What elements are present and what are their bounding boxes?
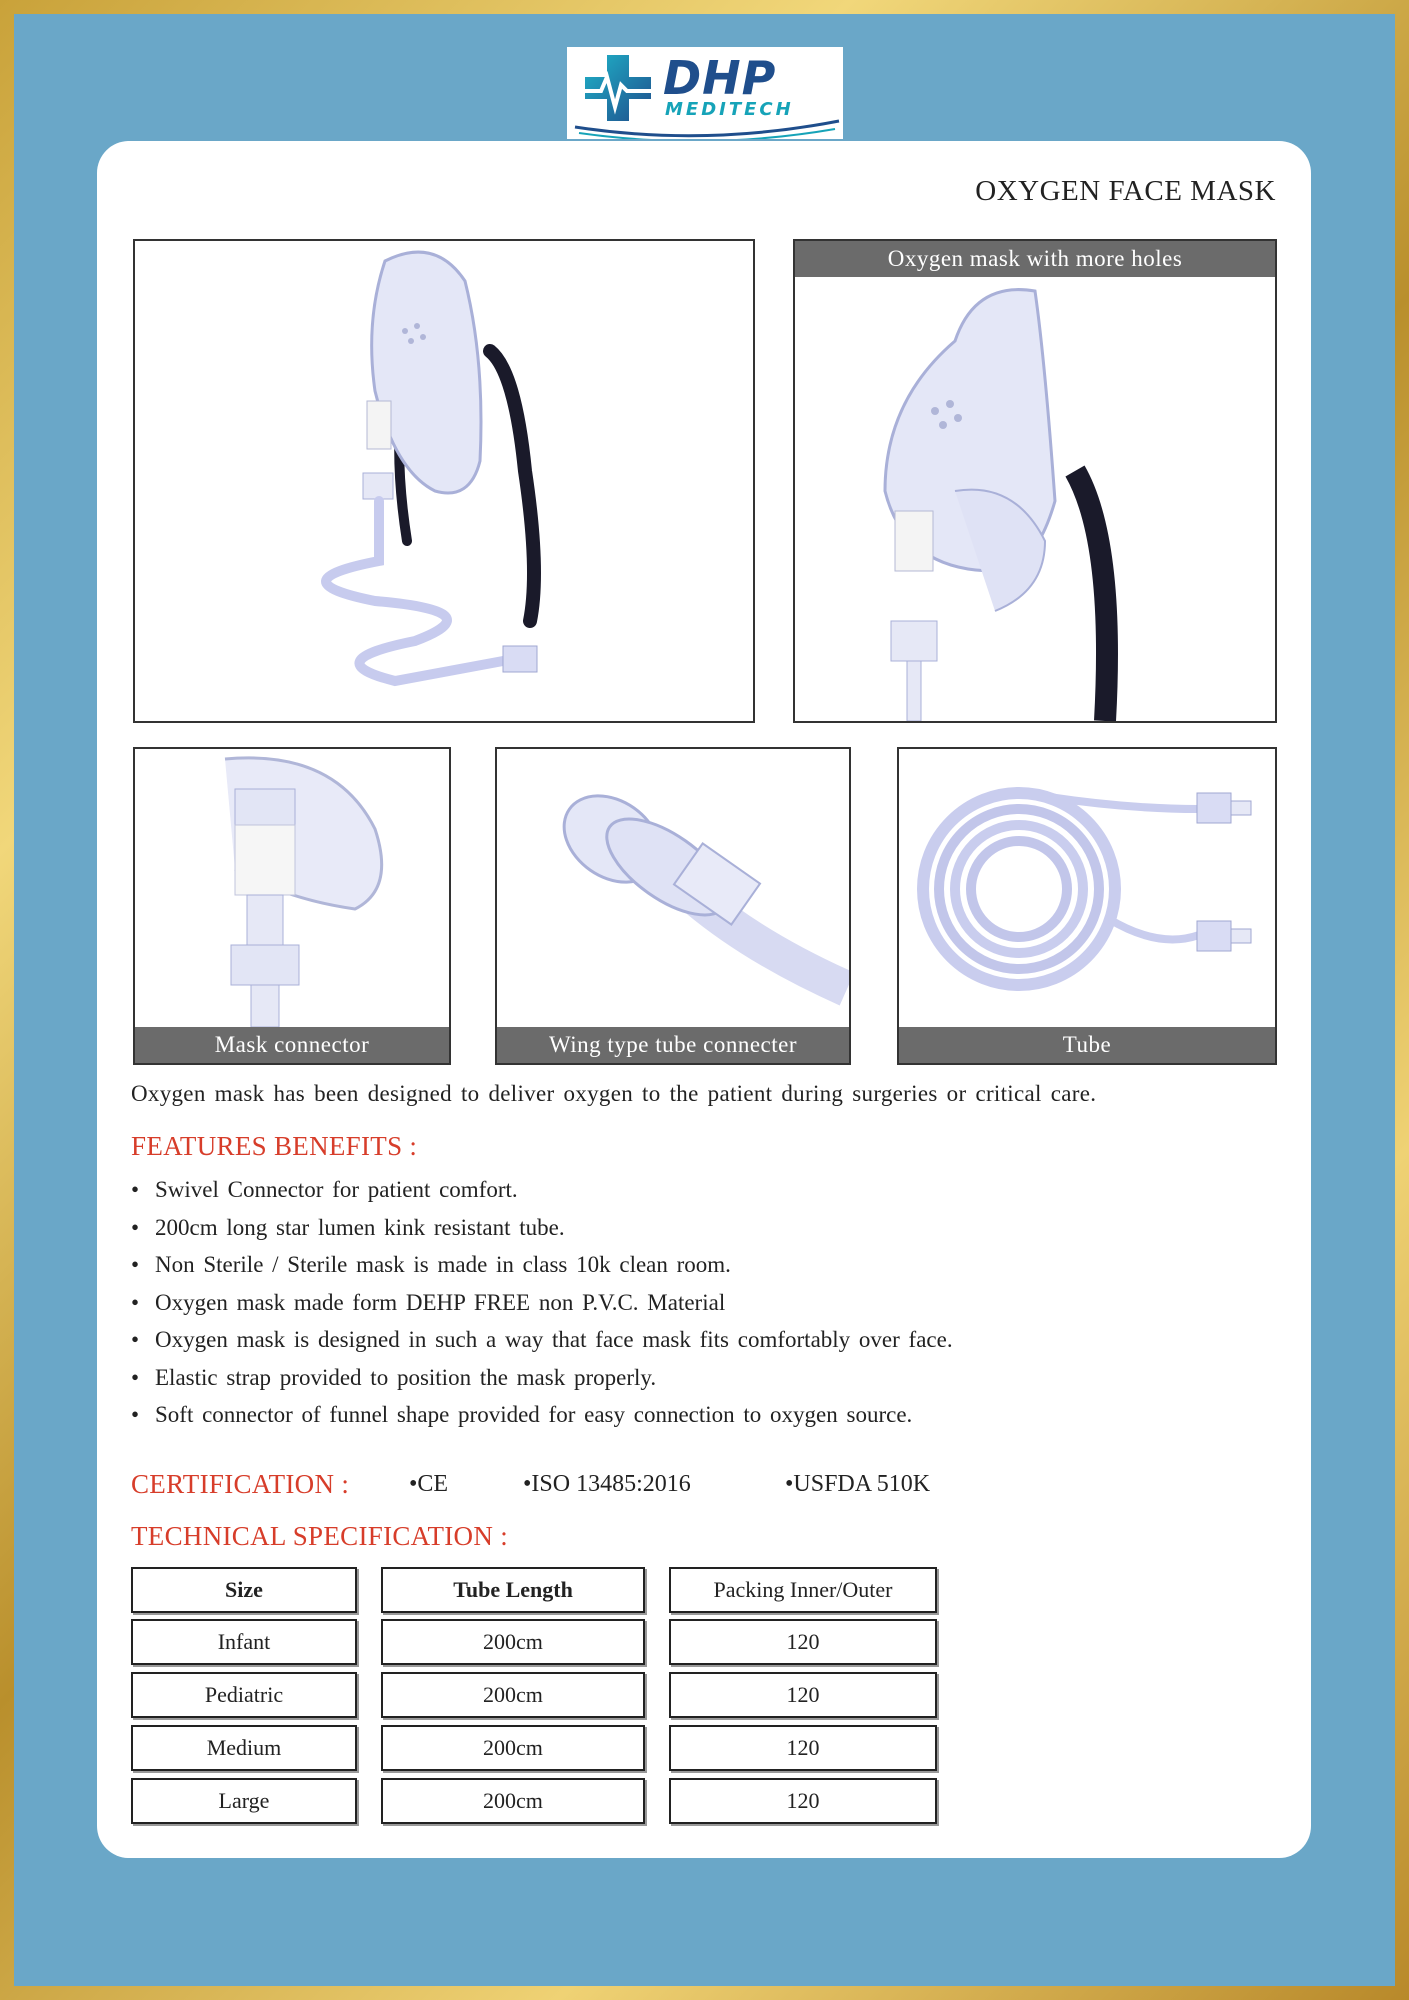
table-cell: Pediatric bbox=[131, 1672, 357, 1718]
table-cell: Large bbox=[131, 1778, 357, 1824]
features-list bbox=[131, 1171, 953, 1434]
feature-text: Oxygen mask made form DEHP FREE non P.V.C. Material bbox=[155, 1289, 726, 1315]
product-sheet bbox=[97, 141, 1311, 1858]
main-product-image bbox=[133, 239, 755, 723]
mask-connector-icon bbox=[135, 749, 449, 1027]
list-item bbox=[131, 1396, 953, 1434]
feature-text: 200cm long star lumen kink resistant tube. bbox=[155, 1214, 565, 1240]
table-cell: 120 bbox=[669, 1619, 937, 1665]
feature-text: Non Sterile / Sterile mask is made in class 10k clean room. bbox=[155, 1252, 731, 1277]
bullet: • bbox=[131, 1214, 140, 1240]
oxygen-mask-closeup-icon bbox=[795, 241, 1275, 721]
wing-connector-icon bbox=[497, 749, 849, 1027]
list-item bbox=[131, 1209, 953, 1247]
features-heading: FEATURES BENEFITS : bbox=[131, 1131, 418, 1161]
bullet: • bbox=[131, 1252, 140, 1277]
wing-connector-caption: Wing type tube connecter bbox=[497, 1027, 849, 1063]
bullet: • bbox=[131, 1177, 140, 1202]
feature-text: Elastic strap provided to position the mask properly. bbox=[155, 1364, 657, 1390]
table-cell: 200cm bbox=[381, 1619, 645, 1665]
table-cell: 200cm bbox=[381, 1672, 645, 1718]
table-cell: Medium bbox=[131, 1725, 357, 1771]
spec-header-size: Size bbox=[131, 1567, 357, 1613]
coiled-tube-icon bbox=[899, 749, 1275, 1027]
list-item bbox=[131, 1359, 953, 1397]
bullet: • bbox=[131, 1364, 140, 1390]
certification-ce: •CE bbox=[409, 1471, 449, 1497]
table-cell: 120 bbox=[669, 1672, 937, 1718]
certification-usfda: •USFDA 510K bbox=[785, 1471, 931, 1497]
list-item bbox=[131, 1321, 953, 1359]
table-cell: 120 bbox=[669, 1778, 937, 1824]
table-cell: 120 bbox=[669, 1725, 937, 1771]
tube-caption: Tube bbox=[899, 1027, 1275, 1063]
bullet: • bbox=[131, 1289, 140, 1315]
feature-text: Soft connector of funnel shape provided for easy connection to oxygen source. bbox=[155, 1402, 913, 1427]
certification-heading: CERTIFICATION : bbox=[131, 1469, 350, 1499]
brand-name: DHP bbox=[663, 51, 777, 105]
table-cell: 200cm bbox=[381, 1778, 645, 1824]
brand-logo bbox=[567, 47, 843, 139]
oxygen-mask-with-tube-icon bbox=[135, 241, 753, 721]
page-title: OXYGEN FACE MASK bbox=[975, 175, 1276, 207]
feature-text: Swivel Connector for patient comfort. bbox=[155, 1177, 518, 1202]
bullet: • bbox=[131, 1327, 140, 1352]
spec-header-tube-length: Tube Length bbox=[381, 1567, 645, 1613]
certification-iso: •ISO 13485:2016 bbox=[523, 1471, 691, 1497]
wing-connector-image bbox=[495, 747, 851, 1065]
product-description: Oxygen mask has been designed to deliver oxygen to the patient during surgeries or critical care. bbox=[131, 1081, 1097, 1106]
list-item bbox=[131, 1246, 953, 1284]
brand-subtitle: MEDITECH bbox=[665, 99, 794, 120]
spec-heading: TECHNICAL SPECIFICATION : bbox=[131, 1521, 509, 1551]
mask-connector-image bbox=[133, 747, 451, 1065]
table-cell: 200cm bbox=[381, 1725, 645, 1771]
table-cell: Infant bbox=[131, 1619, 357, 1665]
list-item bbox=[131, 1171, 953, 1209]
feature-text: Oxygen mask is designed in such a way that face mask fits comfortably over face. bbox=[155, 1327, 953, 1352]
mask-connector-caption: Mask connector bbox=[135, 1027, 449, 1063]
spec-header-packing: Packing Inner/Outer bbox=[669, 1567, 937, 1613]
more-holes-image bbox=[793, 239, 1277, 723]
more-holes-caption: Oxygen mask with more holes bbox=[795, 241, 1275, 277]
list-item bbox=[131, 1284, 953, 1322]
bullet: • bbox=[131, 1402, 140, 1427]
tube-image bbox=[897, 747, 1277, 1065]
